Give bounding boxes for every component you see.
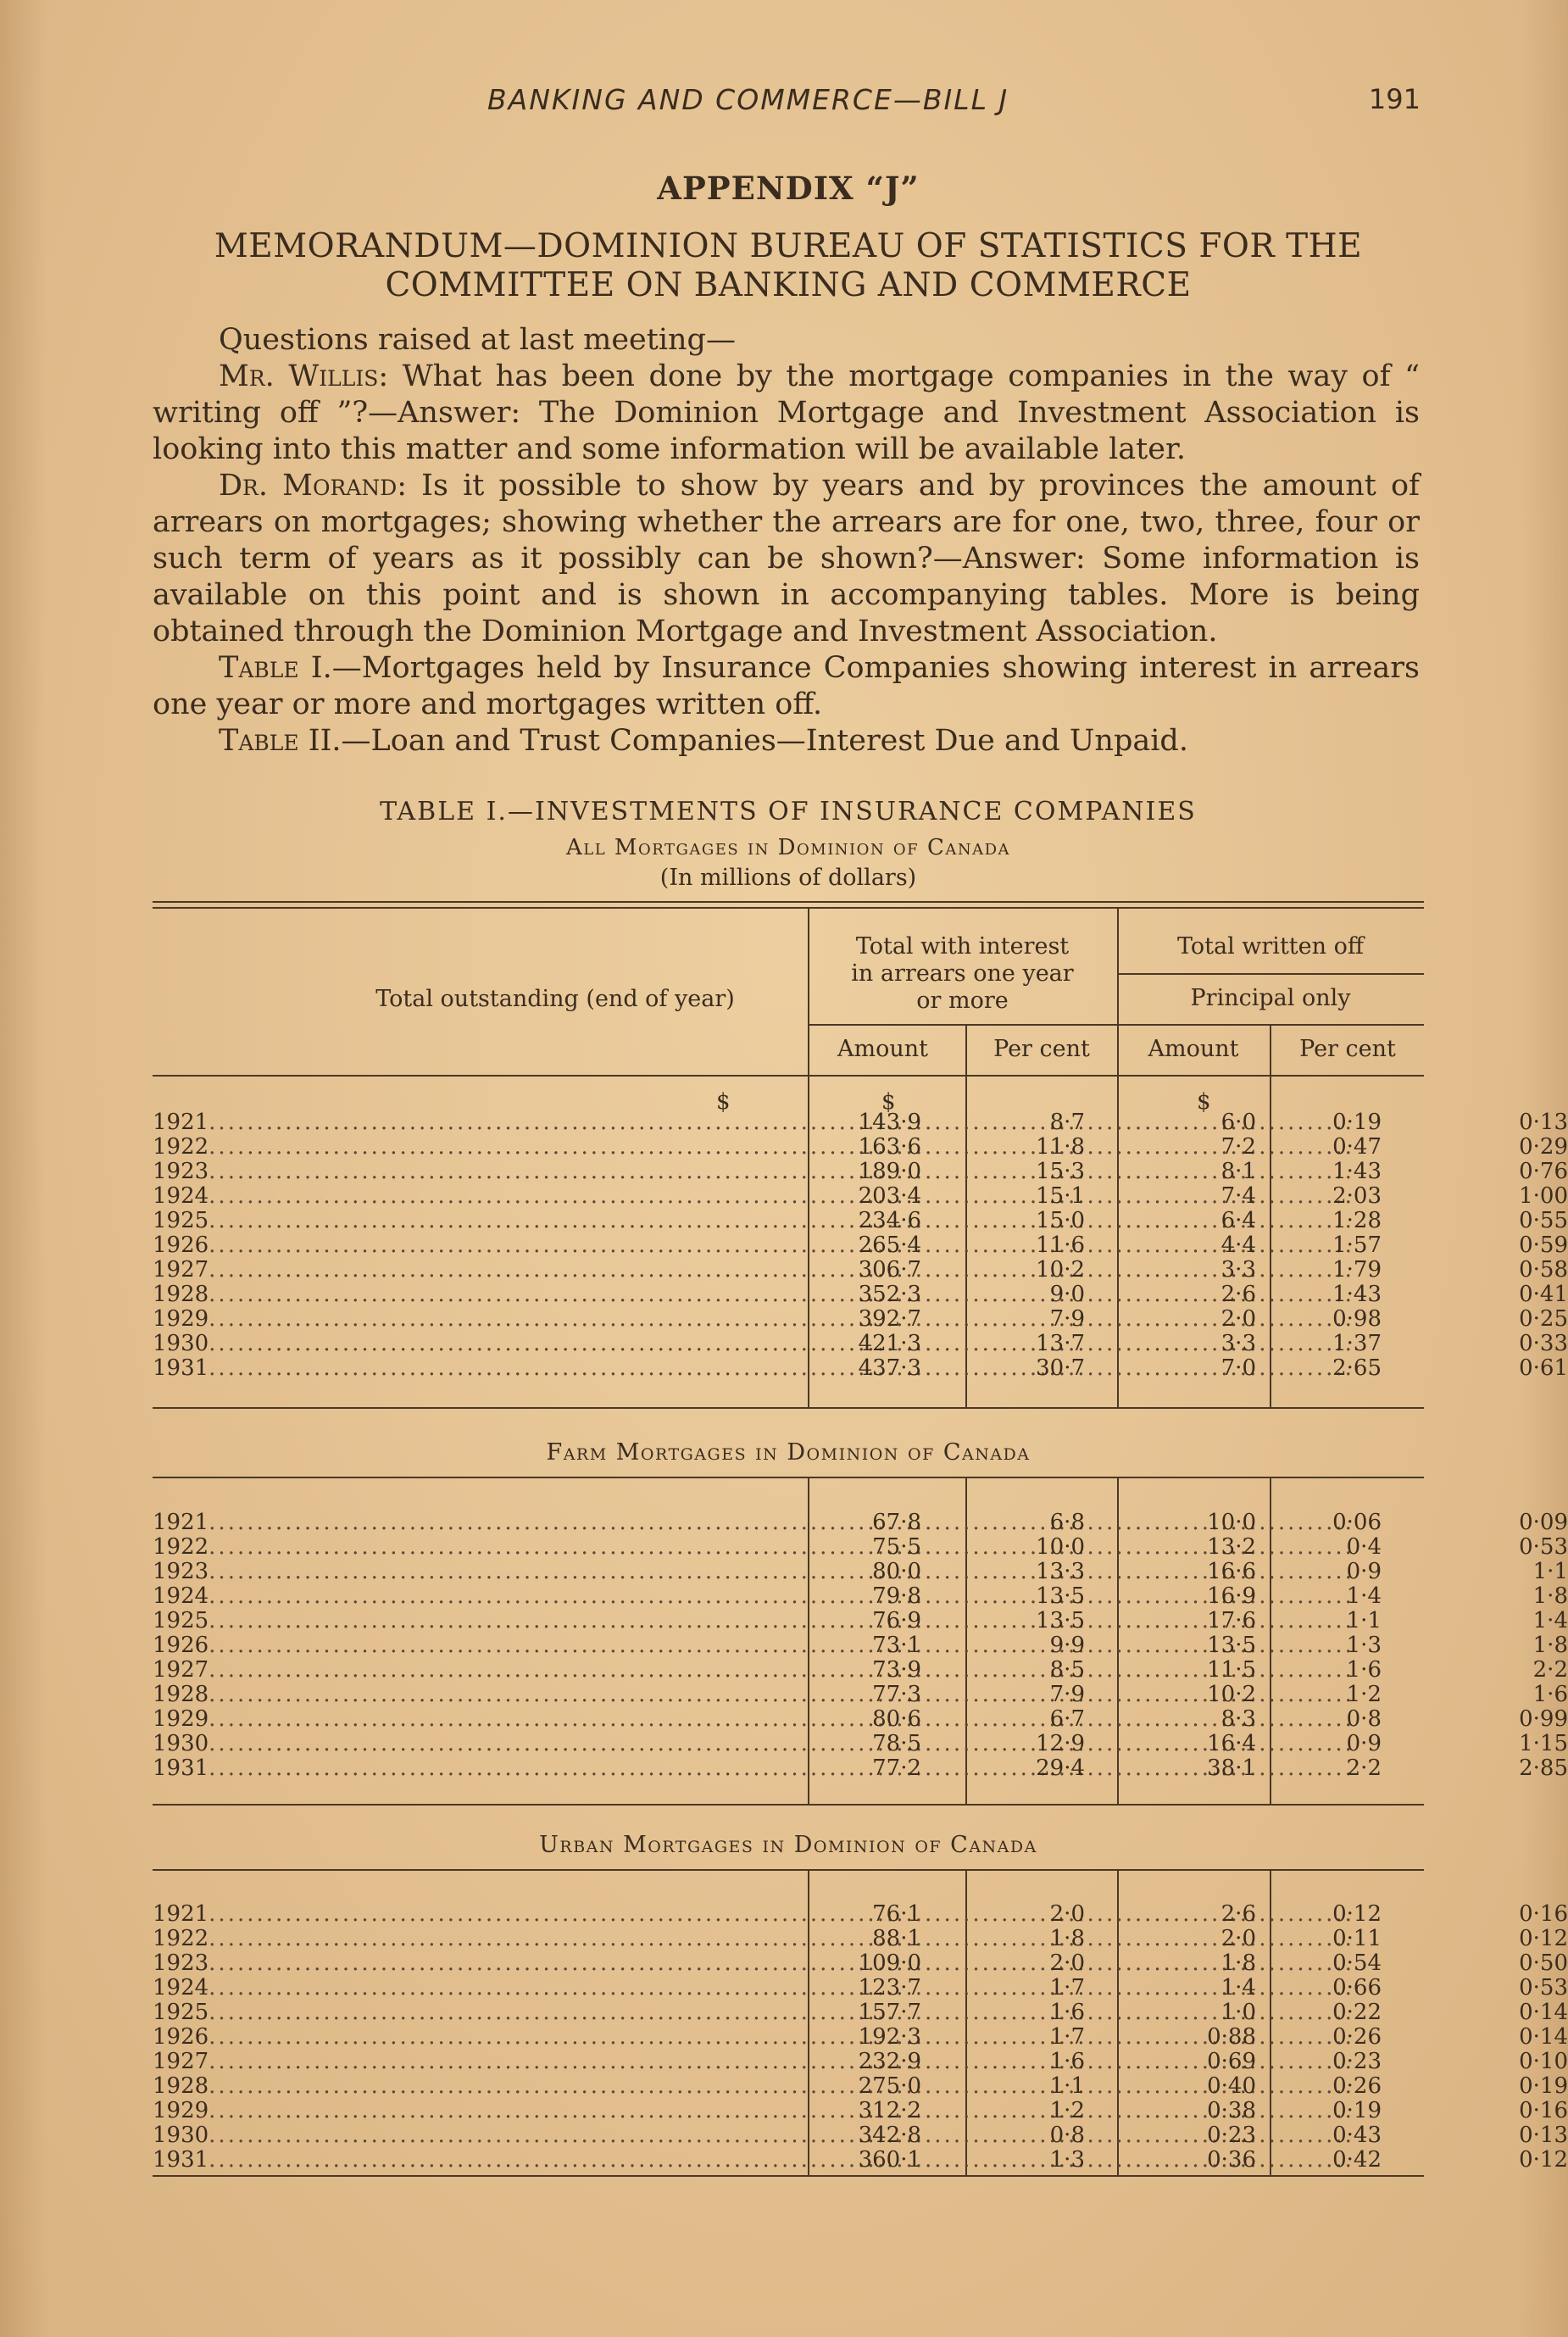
written-off-amount-cell: 0·11 — [1332, 1926, 1382, 1951]
outstanding-cell: 67·8 — [872, 1510, 921, 1535]
arrears-amount-cell: 9·0 — [1049, 1282, 1085, 1307]
header-rule — [808, 1024, 1424, 1026]
table1-paragraph — [153, 650, 1420, 723]
year-cell: 1928 ..... — [153, 1283, 661, 1306]
arrears-percent-cell: 0·40 — [1207, 2073, 1256, 2099]
year-cell: 1924 ..... — [153, 1976, 661, 2000]
written-off-percent-cell: 0·29 — [1519, 1134, 1568, 1160]
written-off-amount-cell: 1·3 — [1346, 1633, 1382, 1658]
table-row — [153, 1633, 1568, 1658]
table-row — [153, 1510, 1568, 1535]
willis-paragraph — [153, 359, 1420, 468]
written-off-amount-cell: 0·42 — [1332, 2147, 1382, 2173]
written-off-amount-cell: 1·57 — [1332, 1232, 1382, 1258]
year-cell: 1929 ..... — [153, 2099, 661, 2123]
header-amount: Amount — [1148, 1036, 1239, 1062]
arrears-amount-cell: 8·5 — [1049, 1657, 1085, 1683]
table-row — [153, 1232, 1568, 1258]
arrears-percent-cell: 0·23 — [1207, 2123, 1256, 2148]
outstanding-cell: 352·3 — [858, 1282, 921, 1307]
arrears-percent-cell: 4·4 — [1220, 1232, 1256, 1258]
table-row — [153, 1950, 1568, 1976]
header-per-cent: Per cent — [1299, 1036, 1396, 1062]
written-off-percent-cell: 0·59 — [1519, 1232, 1568, 1258]
written-off-percent-cell: 1·00 — [1519, 1183, 1568, 1209]
table-row — [153, 2049, 1568, 2074]
written-off-amount-cell: 0·8 — [1346, 1706, 1382, 1732]
written-off-percent-cell: 0·14 — [1519, 2024, 1568, 2050]
section-rule — [153, 1869, 1424, 1871]
table-top-rule — [153, 901, 1424, 903]
year-cell: 1922 ..... — [153, 1535, 661, 1559]
written-off-amount-cell: 0·19 — [1332, 2098, 1382, 2123]
year-cell: 1923 ..... — [153, 1951, 661, 1975]
written-off-percent-cell: 2·85 — [1519, 1756, 1568, 1781]
year-cell: 1929 ..... — [153, 1307, 661, 1331]
written-off-percent-cell: 1·8 — [1532, 1583, 1568, 1609]
table-subtitle: All Mortgages in Dominion of Canada — [565, 835, 1011, 860]
written-off-percent-cell: 0·14 — [1519, 2000, 1568, 2025]
memo-title-line: MEMORANDUM—DOMINION BUREAU OF STATISTICS FOR THE — [214, 227, 1363, 265]
section-title-farm: Farm Mortgages in Dominion of Canada — [546, 1439, 1031, 1466]
arrears-amount-cell: 7·9 — [1049, 1682, 1085, 1707]
outstanding-cell: 123·7 — [858, 1975, 921, 2000]
written-off-percent-cell: 0·99 — [1519, 1706, 1568, 1732]
arrears-percent-cell: 17·6 — [1207, 1608, 1256, 1633]
written-off-amount-cell: 2·65 — [1332, 1355, 1382, 1381]
running-head-title: BANKING AND COMMERCE—BILL J — [487, 83, 1009, 116]
year-cell: 1927 ..... — [153, 1258, 661, 1282]
table-row — [153, 2073, 1568, 2099]
body-text — [153, 322, 1420, 760]
arrears-amount-cell: 9·9 — [1049, 1633, 1085, 1658]
outstanding-cell: 88·1 — [872, 1926, 921, 1951]
table-unit: (In millions of dollars) — [659, 865, 917, 891]
written-off-percent-cell: 1·15 — [1519, 1731, 1568, 1756]
year-cell: 1921 ..... — [153, 1902, 661, 1926]
table-row — [153, 1534, 1568, 1560]
arrears-amount-cell: 8·7 — [1049, 1110, 1085, 1135]
arrears-percent-cell: 1·8 — [1220, 1950, 1256, 1976]
arrears-percent-cell: 8·3 — [1220, 1706, 1256, 1732]
written-off-amount-cell: 0·4 — [1346, 1534, 1382, 1560]
outstanding-cell: 192·3 — [858, 2024, 921, 2050]
arrears-amount-cell: 1·2 — [1049, 2098, 1085, 2123]
arrears-amount-cell: 13·5 — [1036, 1583, 1085, 1609]
written-off-amount-cell: 0·54 — [1332, 1950, 1382, 1976]
written-off-percent-cell: 1·1 — [1532, 1559, 1568, 1584]
header-line: or more — [916, 988, 1009, 1014]
outstanding-cell: 76·1 — [872, 1901, 921, 1927]
written-off-amount-cell: 1·79 — [1332, 1257, 1382, 1283]
table-row — [153, 2024, 1568, 2050]
table-row — [153, 1331, 1568, 1356]
year-cell: 1923 ..... — [153, 1160, 661, 1183]
written-off-percent-cell: 0·16 — [1519, 2098, 1568, 2123]
table-row — [153, 1159, 1568, 1184]
written-off-percent-cell: 0·12 — [1519, 1926, 1568, 1951]
written-off-amount-cell: 0·9 — [1346, 1731, 1382, 1756]
arrears-percent-cell: 3·3 — [1220, 1257, 1256, 1283]
arrears-percent-cell: 7·0 — [1220, 1355, 1256, 1381]
arrears-amount-cell: 1·3 — [1049, 2147, 1085, 2173]
written-off-percent-cell: 0·58 — [1519, 1257, 1568, 1283]
written-off-amount-cell: 1·4 — [1346, 1583, 1382, 1609]
outstanding-cell: 77·2 — [872, 1756, 921, 1781]
outstanding-cell: 80·0 — [872, 1559, 921, 1584]
arrears-amount-cell: 7·9 — [1049, 1306, 1085, 1332]
year-cell: 1923 ..... — [153, 1560, 661, 1583]
year-cell: 1925 ..... — [153, 2000, 661, 2024]
written-off-percent-cell: 0·13 — [1519, 1110, 1568, 1135]
year-cell: 1924 ..... — [153, 1184, 661, 1208]
table-row — [153, 1657, 1568, 1683]
outstanding-cell: 421·3 — [858, 1331, 921, 1356]
arrears-percent-cell: 2·0 — [1220, 1926, 1256, 1951]
arrears-amount-cell: 2·0 — [1049, 1950, 1085, 1976]
arrears-percent-cell: 2·6 — [1220, 1282, 1256, 1307]
year-cell: 1921 ..... — [153, 1110, 661, 1134]
written-off-percent-cell: 1·8 — [1532, 1633, 1568, 1658]
arrears-percent-cell: 16·4 — [1207, 1731, 1256, 1756]
table-row — [153, 1731, 1568, 1756]
table-title: TABLE I.—INVESTMENTS OF INSURANCE COMPANIES — [380, 797, 1197, 826]
outstanding-cell: 306·7 — [858, 1257, 921, 1283]
dollar-sign: $ — [716, 1089, 731, 1115]
written-off-amount-cell: 0·98 — [1332, 1306, 1382, 1332]
year-cell: 1931 ..... — [153, 1756, 661, 1780]
written-off-percent-cell: 0·13 — [1519, 2123, 1568, 2148]
arrears-percent-cell: 0·36 — [1207, 2147, 1256, 2173]
year-cell: 1930 ..... — [153, 1732, 661, 1756]
arrears-percent-cell: 6·4 — [1220, 1208, 1256, 1233]
arrears-percent-cell: 13·2 — [1207, 1534, 1256, 1560]
table-row — [153, 1110, 1568, 1135]
arrears-percent-cell: 2·0 — [1220, 1306, 1256, 1332]
paragraph-text: I.—Mortgages held by Insurance Companies showing interest in arrears one year or more and mortgages written off. — [153, 651, 1420, 721]
running-head — [153, 83, 1424, 125]
written-off-amount-cell: 0·22 — [1332, 2000, 1382, 2025]
header-amount: Amount — [837, 1036, 928, 1062]
arrears-percent-cell: 6·0 — [1220, 1110, 1256, 1135]
written-off-amount-cell: 1·43 — [1332, 1159, 1382, 1184]
outstanding-cell: 78·5 — [872, 1731, 921, 1756]
year-cell: 1930 ..... — [153, 2123, 661, 2147]
arrears-amount-cell: 29·4 — [1036, 1756, 1085, 1781]
table-row — [153, 2147, 1568, 2173]
arrears-amount-cell: 10·2 — [1036, 1257, 1085, 1283]
outstanding-cell: 73·9 — [872, 1657, 921, 1683]
table-label: Table — [219, 724, 299, 758]
year-cell: 1926 ..... — [153, 2025, 661, 2049]
written-off-amount-cell: 0·12 — [1332, 1901, 1382, 1927]
arrears-amount-cell: 2·0 — [1049, 1901, 1085, 1927]
table-row — [153, 1559, 1568, 1584]
table-row — [153, 1608, 1568, 1633]
outstanding-cell: 109·0 — [858, 1950, 921, 1976]
memo-title — [153, 227, 1424, 305]
outstanding-cell: 232·9 — [858, 2049, 921, 2074]
arrears-amount-cell: 6·8 — [1049, 1510, 1085, 1535]
outstanding-cell: 73·1 — [872, 1633, 921, 1658]
speaker-name: Mr. Willis: — [219, 359, 389, 393]
outstanding-cell: 275·0 — [858, 2073, 921, 2099]
written-off-amount-cell: 2·03 — [1332, 1183, 1382, 1209]
arrears-percent-cell: 10·2 — [1207, 1682, 1256, 1707]
outstanding-cell: 77·3 — [872, 1682, 921, 1707]
written-off-percent-cell: 0·61 — [1519, 1355, 1568, 1381]
year-cell: 1922 ..... — [153, 1135, 661, 1159]
year-cell: 1927 ..... — [153, 1658, 661, 1682]
year-cell: 1926 ..... — [153, 1633, 661, 1657]
written-off-percent-cell: 0·19 — [1519, 2073, 1568, 2099]
year-cell: 1927 ..... — [153, 2050, 661, 2073]
arrears-percent-cell: 38·1 — [1207, 1756, 1256, 1781]
written-off-percent-cell: 1·4 — [1532, 1608, 1568, 1633]
appendix-title: APPENDIX “J” — [657, 170, 920, 207]
arrears-amount-cell: 1·6 — [1049, 2049, 1085, 2074]
year-cell: 1931 ..... — [153, 2148, 661, 2172]
table-row — [153, 1282, 1568, 1307]
table-row — [153, 1306, 1568, 1332]
header-principal-only: Principal only — [1190, 985, 1351, 1011]
section-rule — [153, 1804, 1424, 1806]
outstanding-cell: 312·2 — [858, 2098, 921, 2123]
table-row — [153, 1975, 1568, 2000]
header-line: Total with interest — [855, 933, 1070, 960]
year-cell: 1928 ..... — [153, 1683, 661, 1706]
arrears-amount-cell: 1·7 — [1049, 1975, 1085, 2000]
table-row — [153, 1901, 1568, 1927]
outstanding-cell: 163·6 — [858, 1134, 921, 1160]
year-cell: 1924 ..... — [153, 1584, 661, 1608]
written-off-percent-cell: 0·16 — [1519, 1901, 1568, 1927]
outstanding-cell: 157·7 — [858, 2000, 921, 2025]
written-off-amount-cell: 0·19 — [1332, 1110, 1382, 1135]
table-bottom-rule — [153, 2175, 1424, 2177]
table-row — [153, 1257, 1568, 1283]
header-arrears-group — [808, 933, 1117, 1015]
written-off-percent-cell: 0·25 — [1519, 1306, 1568, 1332]
header-bottom-rule — [153, 1075, 1424, 1077]
section-rule — [153, 1407, 1424, 1409]
arrears-percent-cell: 11·5 — [1207, 1657, 1256, 1683]
arrears-amount-cell: 30·7 — [1036, 1355, 1085, 1381]
table-row — [153, 1756, 1568, 1781]
year-cell: 1925 ..... — [153, 1209, 661, 1232]
outstanding-cell: 203·4 — [858, 1183, 921, 1209]
written-off-percent-cell: 0·53 — [1519, 1975, 1568, 2000]
arrears-percent-cell: 16·6 — [1207, 1559, 1256, 1584]
written-off-percent-cell: 0·12 — [1519, 2147, 1568, 2173]
written-off-amount-cell: 1·28 — [1332, 1208, 1382, 1233]
arrears-percent-cell: 13·5 — [1207, 1633, 1256, 1658]
memo-title-line: COMMITTEE ON BANKING AND COMMERCE — [385, 266, 1192, 304]
arrears-percent-cell: 16·9 — [1207, 1583, 1256, 1609]
year-cell: 1925 ..... — [153, 1609, 661, 1633]
outstanding-cell: 392·7 — [858, 1306, 921, 1332]
arrears-amount-cell: 1·8 — [1049, 1926, 1085, 1951]
written-off-amount-cell: 1·6 — [1346, 1657, 1382, 1683]
arrears-amount-cell: 15·1 — [1036, 1183, 1085, 1209]
outstanding-cell: 360·1 — [858, 2147, 921, 2173]
header-per-cent: Per cent — [993, 1036, 1090, 1062]
written-off-percent-cell: 0·10 — [1519, 2049, 1568, 2074]
written-off-percent-cell: 0·53 — [1519, 1534, 1568, 1560]
header-rule — [1117, 973, 1424, 975]
header-line: in arrears one year — [851, 960, 1074, 987]
written-off-percent-cell: 0·09 — [1519, 1510, 1568, 1535]
table-row — [153, 1682, 1568, 1707]
written-off-amount-cell: 2·2 — [1346, 1756, 1382, 1781]
outstanding-cell: 265·4 — [858, 1232, 921, 1258]
written-off-amount-cell: 0·06 — [1332, 1510, 1382, 1535]
table-row — [153, 2098, 1568, 2123]
outstanding-cell: 79·8 — [872, 1583, 921, 1609]
morand-paragraph — [153, 468, 1420, 650]
arrears-amount-cell: 11·8 — [1036, 1134, 1085, 1160]
arrears-amount-cell: 11·6 — [1036, 1232, 1085, 1258]
arrears-amount-cell: 13·3 — [1036, 1559, 1085, 1584]
table-row — [153, 1355, 1568, 1381]
year-cell: 1928 ..... — [153, 2074, 661, 2098]
written-off-percent-cell: 0·33 — [1519, 1331, 1568, 1356]
written-off-amount-cell: 0·26 — [1332, 2073, 1382, 2099]
written-off-percent-cell: 0·55 — [1519, 1208, 1568, 1233]
written-off-amount-cell: 0·9 — [1346, 1559, 1382, 1584]
outstanding-cell: 234·6 — [858, 1208, 921, 1233]
arrears-percent-cell: 0·38 — [1207, 2098, 1256, 2123]
arrears-percent-cell: 1·4 — [1220, 1975, 1256, 2000]
outstanding-cell: 75·5 — [872, 1534, 921, 1560]
section-title-urban: Urban Mortgages in Dominion of Canada — [539, 1832, 1037, 1858]
table-row — [153, 1706, 1568, 1732]
outstanding-cell: 189·0 — [858, 1159, 921, 1184]
table2-paragraph — [153, 723, 1420, 760]
written-off-amount-cell: 0·66 — [1332, 1975, 1382, 2000]
written-off-amount-cell: 0·47 — [1332, 1134, 1382, 1160]
arrears-percent-cell: 7·2 — [1220, 1134, 1256, 1160]
table-label: Table — [219, 651, 299, 685]
table-row — [153, 1926, 1568, 1951]
written-off-percent-cell: 0·41 — [1519, 1282, 1568, 1307]
document-page — [153, 0, 1568, 2337]
written-off-percent-cell: 0·50 — [1519, 1950, 1568, 1976]
arrears-percent-cell: 7·4 — [1220, 1183, 1256, 1209]
arrears-percent-cell: 0·88 — [1207, 2024, 1256, 2050]
outstanding-cell: 143·9 — [858, 1110, 921, 1135]
arrears-percent-cell: 3·3 — [1220, 1331, 1256, 1356]
arrears-amount-cell: 1·7 — [1049, 2024, 1085, 2050]
table-row — [153, 2123, 1568, 2148]
outstanding-cell: 437·3 — [858, 1355, 921, 1381]
arrears-amount-cell: 12·9 — [1036, 1731, 1085, 1756]
arrears-percent-cell: 10·0 — [1207, 1510, 1256, 1535]
written-off-amount-cell: 0·23 — [1332, 2049, 1382, 2074]
year-cell: 1931 ..... — [153, 1356, 661, 1380]
arrears-amount-cell: 13·5 — [1036, 1608, 1085, 1633]
speaker-name: Dr. Morand: — [219, 469, 408, 503]
arrears-percent-cell: 1·0 — [1220, 2000, 1256, 2025]
written-off-percent-cell: 2·2 — [1532, 1657, 1568, 1683]
year-cell: 1922 ..... — [153, 1927, 661, 1950]
dollar-sign: $ — [881, 1089, 896, 1115]
written-off-amount-cell: 1·43 — [1332, 1282, 1382, 1307]
dollar-sign: $ — [1197, 1089, 1211, 1115]
table-row — [153, 2000, 1568, 2025]
outstanding-cell: 80·6 — [872, 1706, 921, 1732]
arrears-amount-cell: 15·3 — [1036, 1159, 1085, 1184]
arrears-amount-cell: 1·1 — [1049, 2073, 1085, 2099]
arrears-percent-cell: 2·6 — [1220, 1901, 1256, 1927]
year-cell: 1926 ..... — [153, 1233, 661, 1257]
written-off-percent-cell: 0·76 — [1519, 1159, 1568, 1184]
arrears-percent-cell: 8·1 — [1220, 1159, 1256, 1184]
year-cell: 1929 ..... — [153, 1707, 661, 1731]
arrears-amount-cell: 0·8 — [1049, 2123, 1085, 2148]
table-row — [153, 1134, 1568, 1160]
arrears-amount-cell: 10·0 — [1036, 1534, 1085, 1560]
written-off-amount-cell: 1·2 — [1346, 1682, 1382, 1707]
table-row — [153, 1583, 1568, 1609]
arrears-amount-cell: 6·7 — [1049, 1706, 1085, 1732]
table-top-rule — [153, 907, 1424, 909]
header-written-off: Total written off — [1176, 933, 1365, 960]
written-off-amount-cell: 0·26 — [1332, 2024, 1382, 2050]
page-number: 191 — [1368, 83, 1421, 115]
table-row — [153, 1208, 1568, 1233]
written-off-amount-cell: 1·37 — [1332, 1331, 1382, 1356]
arrears-amount-cell: 1·6 — [1049, 2000, 1085, 2025]
section-rule — [153, 1477, 1424, 1478]
paragraph-text: II.—Loan and Trust Companies—Interest Due and Unpaid. — [298, 724, 1188, 758]
year-cell: 1921 ..... — [153, 1511, 661, 1534]
outstanding-cell: 76·9 — [872, 1608, 921, 1633]
written-off-percent-cell: 1·6 — [1532, 1682, 1568, 1707]
paragraph-text: Is it possible to show by years and by provinces the amount of arrears on mortgages; showing whether the arrears are for one, two, three, four or such term of years as it possibly can be shown?—Answer: Some information is available on this point and is shown in accompanying tables. More is being obtained through the Dominion Mortgage and Investment Association. — [153, 469, 1421, 648]
intro-paragraph: Questions raised at last meeting— — [219, 323, 736, 357]
written-off-amount-cell: 0·43 — [1332, 2123, 1382, 2148]
table-row — [153, 1183, 1568, 1209]
arrears-amount-cell: 15·0 — [1036, 1208, 1085, 1233]
arrears-amount-cell: 13·7 — [1036, 1331, 1085, 1356]
year-cell: 1930 ..... — [153, 1332, 661, 1355]
written-off-amount-cell: 1·1 — [1346, 1608, 1382, 1633]
outstanding-cell: 342·8 — [858, 2123, 921, 2148]
header-outstanding: Total outstanding (end of year) — [375, 986, 735, 1012]
arrears-percent-cell: 0·69 — [1207, 2049, 1256, 2074]
paragraph-text: What has been done by the mortgage companies in the way of “ writing off ”?—Answer: The Dominion Mortgage and Investment Association is looking into this matter and some information will be available later. — [153, 359, 1421, 466]
